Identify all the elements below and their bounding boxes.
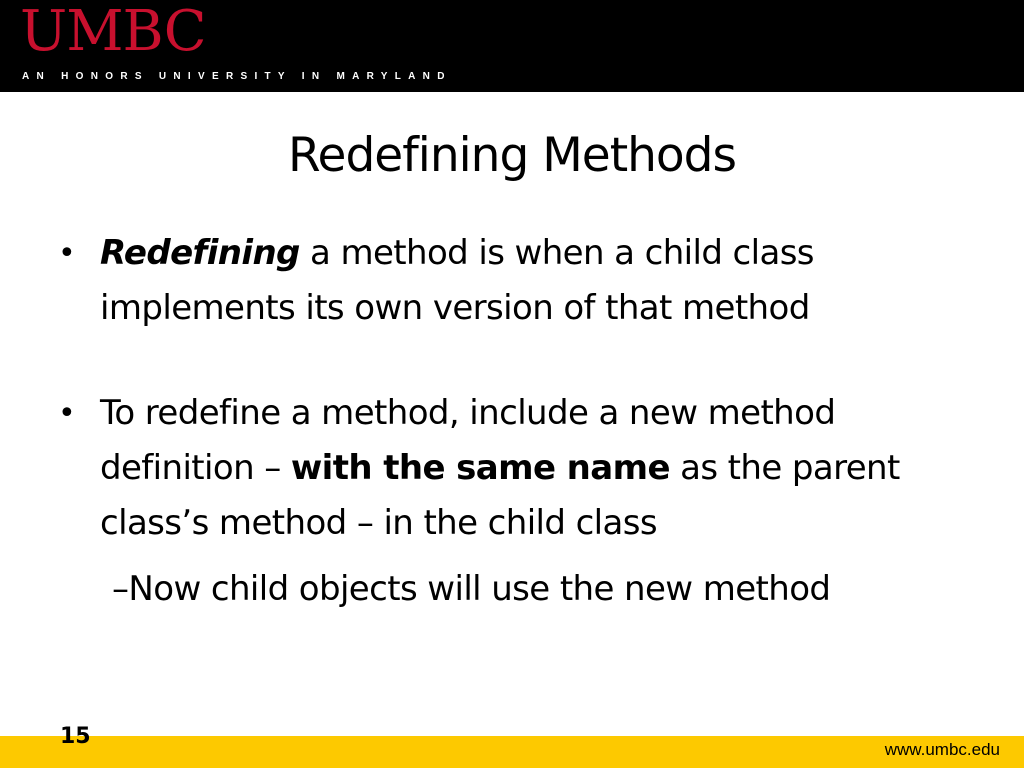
bullet-1-text: a method is when a child class implements its own version of that method (100, 233, 814, 328)
bullet-1 (58, 226, 980, 336)
bullet-2-text-start: To redefine a method, include a new method definition – (100, 393, 836, 488)
umbc-logo: UMBC (20, 0, 206, 64)
bullet-2 (58, 386, 980, 551)
slide-title: Redefining Methods (288, 128, 736, 183)
header-bar (0, 0, 1024, 92)
slide-number: 15 (60, 724, 91, 749)
bullet-dot-icon: • (58, 396, 76, 431)
sub-bullet (112, 562, 992, 617)
bullet-dot-icon: • (58, 236, 76, 271)
bullet-2-text-end: as the parent class’s method – in the child class (100, 448, 900, 543)
sub-bullet-text: Now child objects will use the new method (128, 569, 831, 609)
footer-bar (0, 736, 1024, 768)
bullet-1-emphasis: Redefining (100, 233, 300, 273)
footer-url: www.umbc.edu (884, 740, 1000, 759)
tagline: AN HONORS UNIVERSITY IN MARYLAND (22, 71, 452, 82)
sub-bullet-dash: – (112, 569, 129, 609)
bullet-2-bold: with the same name (290, 448, 670, 488)
